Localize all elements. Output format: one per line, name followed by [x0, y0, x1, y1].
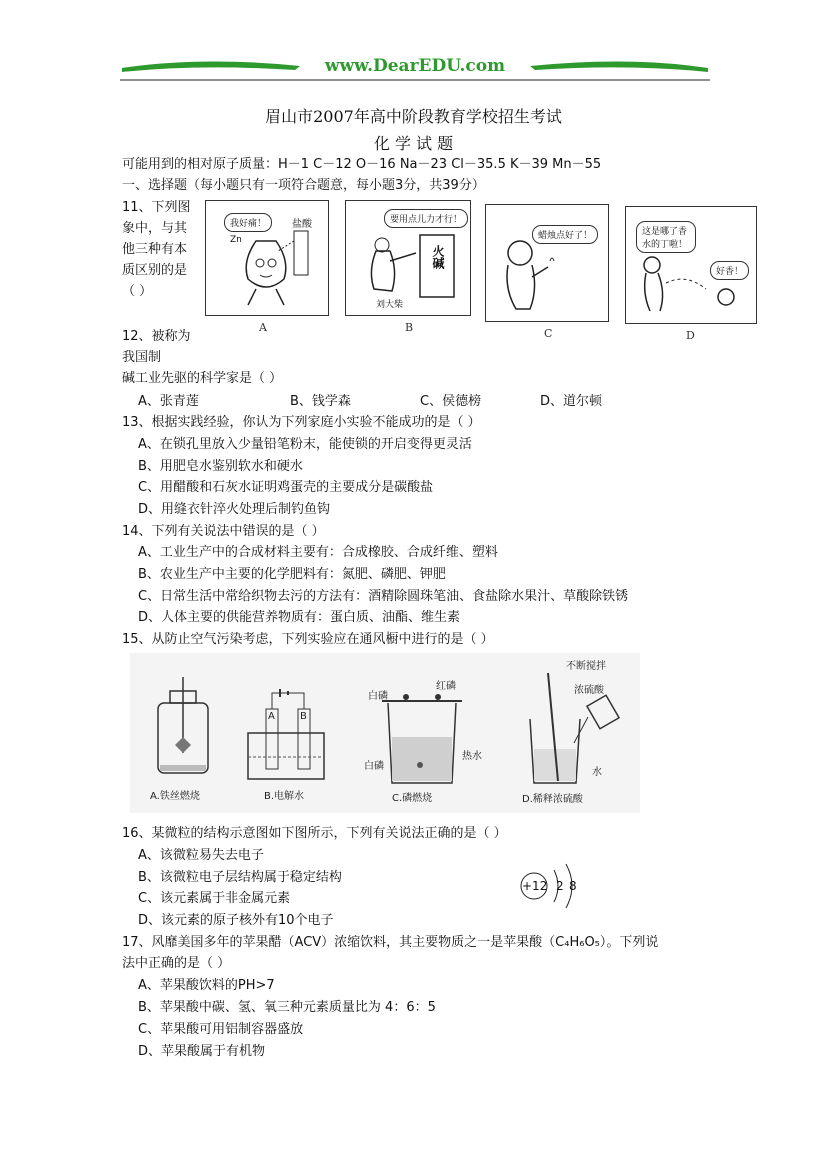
q17-stem-end: 法中正确的是（ ） [122, 956, 231, 971]
q14-option-d: D、人体主要的供能营养物质有：蛋白质、油酯、维生素 [138, 610, 461, 625]
exam-title: 眉山市2007年高中阶段教育学校招生考试 [265, 107, 562, 126]
section-heading: 一、选择题（每小题只有一项符合题意，每小题3分，共39分） [122, 178, 485, 193]
q17-option-c: C、苹果酸可用铝制容器盛放 [138, 1022, 304, 1037]
q15-stem: 15、从防止空气污染考虑，下列实验应在通风橱中进行的是（ ） [122, 632, 494, 647]
q11-stem: 11、下列图象中，与其他三种有本质区别的是（ ） [122, 200, 191, 299]
q15-caption-c: C.磷燃烧 [392, 793, 433, 804]
q15-d-label-3: 水 [592, 767, 602, 778]
q12-stem-start: 12、被称为我国制 [122, 329, 191, 365]
q11-a-bubble: 我好痛！ [224, 213, 272, 232]
q15-caption-d: D.稀释浓硫酸 [522, 794, 583, 805]
q16-option-a: A、该微粒易失去电子 [138, 848, 264, 863]
q11-label-a: A [259, 321, 267, 334]
q13-option-a: A、在锁孔里放入少量铅笔粉末，能使锁的开启变得更灵活 [138, 437, 472, 452]
q11-b-tag: 火碱 [431, 245, 445, 269]
q12-option-d: D、道尔顿 [540, 394, 603, 409]
q12-option-c: C、侯德榜 [420, 394, 482, 409]
q15-d-label-2: 浓硫酸 [574, 685, 604, 696]
q17-option-b: B、苹果酸中碳、氢、氧三种元素质量比为 4：6：5 [138, 1000, 436, 1015]
q11-a-sub: Zn [230, 235, 242, 245]
zinc-cartoon-icon [206, 201, 328, 315]
q11-panel-d [625, 206, 757, 324]
q17-option-d: D、苹果酸属于有机物 [138, 1044, 266, 1059]
q15-b-label-b: B [300, 711, 307, 722]
q15-c-label-4: 热水 [462, 751, 482, 762]
q15-c-label-1: 白磷 [368, 691, 388, 702]
shell-1-electrons: 2 [556, 879, 564, 893]
site-url[interactable]: www.DearEDU.com [324, 56, 506, 76]
shell-2-electrons: 8 [569, 879, 577, 893]
q11-d-bubble: 这是哪了香水的丁啦！ [636, 221, 696, 253]
q11-d-tag: 好香！ [710, 261, 749, 280]
q14-option-c: C、日常生活中常给织物去污的方法有：酒精除圆珠笔油、食盐除水果汁、草酸除铁锈 [138, 589, 629, 604]
q11-label-b: B [405, 321, 414, 334]
q15-c-label-3: 白磷 [364, 761, 384, 772]
q12-stem-end: 碱工业先驱的科学家是（ ） [122, 371, 283, 386]
perfume-cartoon-icon [626, 207, 756, 323]
q16-option-c: C、该元素属于非金属元素 [138, 891, 291, 906]
q13-stem: 13、根据实践经验，你认为下列家庭小实验不能成功的是（ ） [122, 415, 481, 430]
q12-option-b: B、钱学森 [290, 394, 351, 409]
q13-option-c: C、用醋酸和石灰水证明鸡蛋壳的主要成分是碳酸盐 [138, 480, 434, 495]
q16-stem: 16、某微粒的结构示意图如下图所示，下列有关说法正确的是（ ） [122, 826, 507, 841]
q15-figure [130, 653, 640, 813]
q16-option-d: D、该元素的原子核外有10个电子 [138, 913, 334, 928]
q11-a-tag: 盐酸 [292, 219, 312, 230]
q11-b-sub: 刘大柴 [376, 300, 404, 310]
atomic-masses: 可能用到的相对原子质量：H－1 C－12 O－16 Na－23 Cl－35.5 K－39 Mn－55 [122, 157, 602, 172]
candle-girl-cartoon-icon [486, 205, 608, 321]
q12-option-a: A、张青莲 [138, 394, 199, 409]
q17-option-a: A、苹果酸饮料的PH>7 [138, 978, 275, 993]
q11-panel-c [485, 204, 609, 322]
site-header [120, 54, 710, 84]
q11-panel-a [205, 200, 329, 316]
caustic-soda-cartoon-icon [346, 201, 470, 315]
q15-d-label-1: 不断搅拌 [566, 661, 606, 672]
atom-structure-diagram [516, 860, 596, 910]
q11-b-bubble: 要用点儿力才行！ [384, 209, 468, 228]
q14-stem: 14、下列有关说法中错误的是（ ） [122, 524, 325, 539]
q11-panel-b [345, 200, 471, 316]
q14-option-b: B、农业生产中主要的化学肥料有：氮肥、磷肥、钾肥 [138, 567, 446, 582]
q13-option-d: D、用缝衣针淬火处理后制钓鱼钩 [138, 502, 331, 517]
q15-b-label-a: A [268, 711, 275, 722]
q17-stem-start: 17、风靡美国多年的苹果醋（ACV）浓缩饮料，其主要物质之一是苹果酸（C₄H₆O₅）。下列说 [122, 935, 659, 950]
q15-caption-b: B.电解水 [264, 791, 305, 802]
exam-subtitle: 化 学 试 题 [373, 134, 454, 153]
q15-c-label-2: 红磷 [436, 681, 456, 692]
q11-c-bubble: 蜡烛点好了！ [532, 225, 598, 244]
q15-caption-a: A.铁丝燃烧 [150, 791, 200, 802]
nucleus-charge: +12 [522, 879, 548, 893]
q13-option-b: B、用肥皂水鉴别软水和硬水 [138, 459, 303, 474]
q11-label-d: D [686, 329, 695, 342]
q11-label-c: C [544, 327, 553, 340]
q14-option-a: A、工业生产中的合成材料主要有：合成橡胶、合成纤维、塑料 [138, 545, 498, 560]
q16-option-b: B、该微粒电子层结构属于稳定结构 [138, 870, 342, 885]
